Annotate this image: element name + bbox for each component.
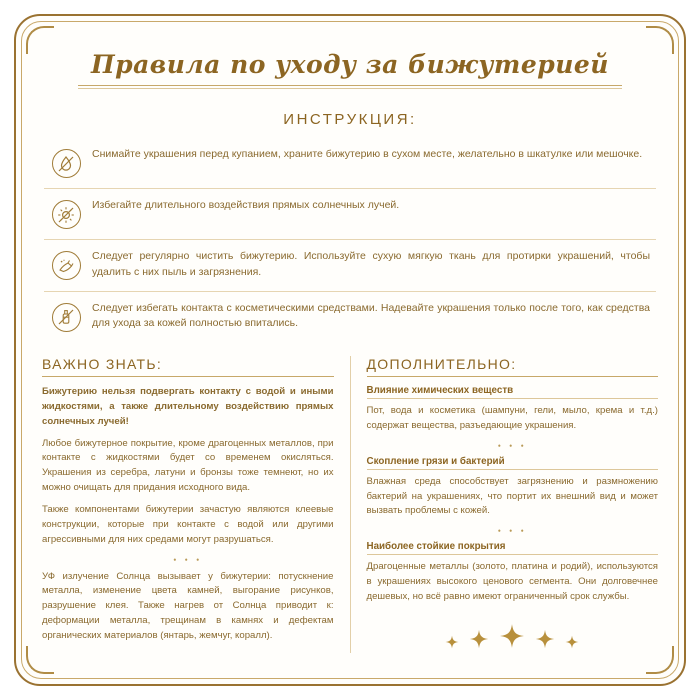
instructions-list [44, 138, 656, 342]
title-divider [78, 85, 622, 86]
instruction-item [44, 138, 656, 189]
page-title: Правила по уходу за бижутерией [90, 50, 609, 79]
important-lead-paragraph: Бижутерию нельзя подвергать контакту с водой и иными жидкостями, а также длительному воздействию прямых солнечных лучей! [42, 386, 334, 427]
additional-block [367, 456, 659, 520]
additional-subheading-rule [367, 554, 659, 555]
additional-text: Влажная среда способствует загрязнению и размножению бактерий на украшениях, что портит их внешний вид и может вызвать проблемы с кожей. [366, 475, 658, 517]
additional-subheading-rule [367, 469, 659, 470]
water-drop-no-icon [52, 149, 81, 178]
instruction-icon-wrap [44, 301, 88, 332]
instruction-text: Снимайте украшения перед купанием, храните бижутерию в сухом месте, желательно в шкатулке или мешочке. [92, 148, 643, 160]
important-paragraph: Также компонентами бижутерии зачастую являются клеевые конструкции, которые при контакте с водой или другими агрессивными для них средами могут разрушаться. [42, 504, 334, 545]
additional-column [351, 356, 659, 653]
additional-subheading: Влияние химических веществ [366, 385, 514, 396]
additional-subheading: Наиболее стойкие покрытия [366, 541, 506, 553]
title-divider-thin [78, 88, 622, 89]
instruction-item [44, 240, 656, 292]
sparkle-icon [445, 635, 459, 653]
additional-block [367, 385, 659, 434]
instruction-icon-wrap [44, 249, 88, 280]
additional-subheading: Скопление грязи и бактерий [366, 455, 505, 467]
instruction-text: Следует регулярно чистить бижутерию. Используйте сухую мягкую ткань для протирки украшений, чтобы удалить с них пыль и загрязнения. [92, 250, 650, 278]
sun-no-icon [52, 200, 81, 229]
sparkle-icon [469, 629, 489, 653]
detail-columns [34, 356, 666, 653]
instruction-icon-wrap [44, 198, 88, 229]
divider-dots: • • • [173, 554, 203, 565]
important-final-paragraph: УФ излучение Солнца вызывает у бижутерии: потускнение металла, изменение цвета камней, выгорание рисунков, разрушение клея. Также нагрев от Солнца приводит к: деформации металла, трещинам в камнях и дефектам органических материалов (янтарь, жемчуг, коралл). [42, 570, 334, 642]
important-heading: ВАЖНО ЗНАТЬ: [42, 356, 163, 372]
instruction-item [44, 292, 656, 343]
cosmetics-bottle-no-icon [52, 303, 81, 332]
additional-text: Пот, вода и косметика (шампуни, гели, мыло, крема и т.д.) содержат вещества, разъедающие украшения. [366, 405, 658, 431]
instruction-icon-wrap [44, 147, 88, 178]
divider-dots: • • • [497, 440, 527, 451]
instruction-text: Избегайте длительного воздействия прямых солнечных лучей. [92, 199, 400, 211]
instruction-item [44, 189, 656, 240]
important-heading-rule [42, 376, 334, 377]
sparkle-icon [565, 635, 579, 653]
sparkle-icon [499, 623, 525, 653]
additional-heading-rule [367, 376, 659, 377]
additional-heading: ДОПОЛНИТЕЛЬНО: [366, 356, 517, 372]
cleaning-cloth-icon [52, 251, 81, 280]
important-to-know-column [42, 356, 351, 653]
instruction-text: Следует избегать контакта с косметическими средствами. Надевайте украшения только после того, как средства для ухода за кожей полностью впитались. [92, 301, 650, 330]
sparkle-icon [535, 629, 555, 653]
additional-text: Драгоценные металлы (золото, платина и родий), используются в украшениях высокого ценового сегмента. Они долговечнее дешевых, но всё равно имеют ограниченный срок службы. [366, 561, 658, 603]
care-instructions-card [14, 14, 686, 686]
instructions-heading: ИНСТРУКЦИЯ: [283, 111, 417, 128]
divider-dots: • • • [497, 526, 527, 537]
additional-subheading-rule [367, 398, 659, 399]
important-paragraph: Любое бижутерное покрытие, кроме драгоценных металлов, при контакте с жидкостями будет со временем окисляться. Украшения из серебра, латуни и бронзы тоже темнеют, но их можно очищать для придания исходного вида. [42, 437, 334, 494]
additional-block [367, 541, 659, 605]
star-ornament-row [367, 623, 659, 653]
